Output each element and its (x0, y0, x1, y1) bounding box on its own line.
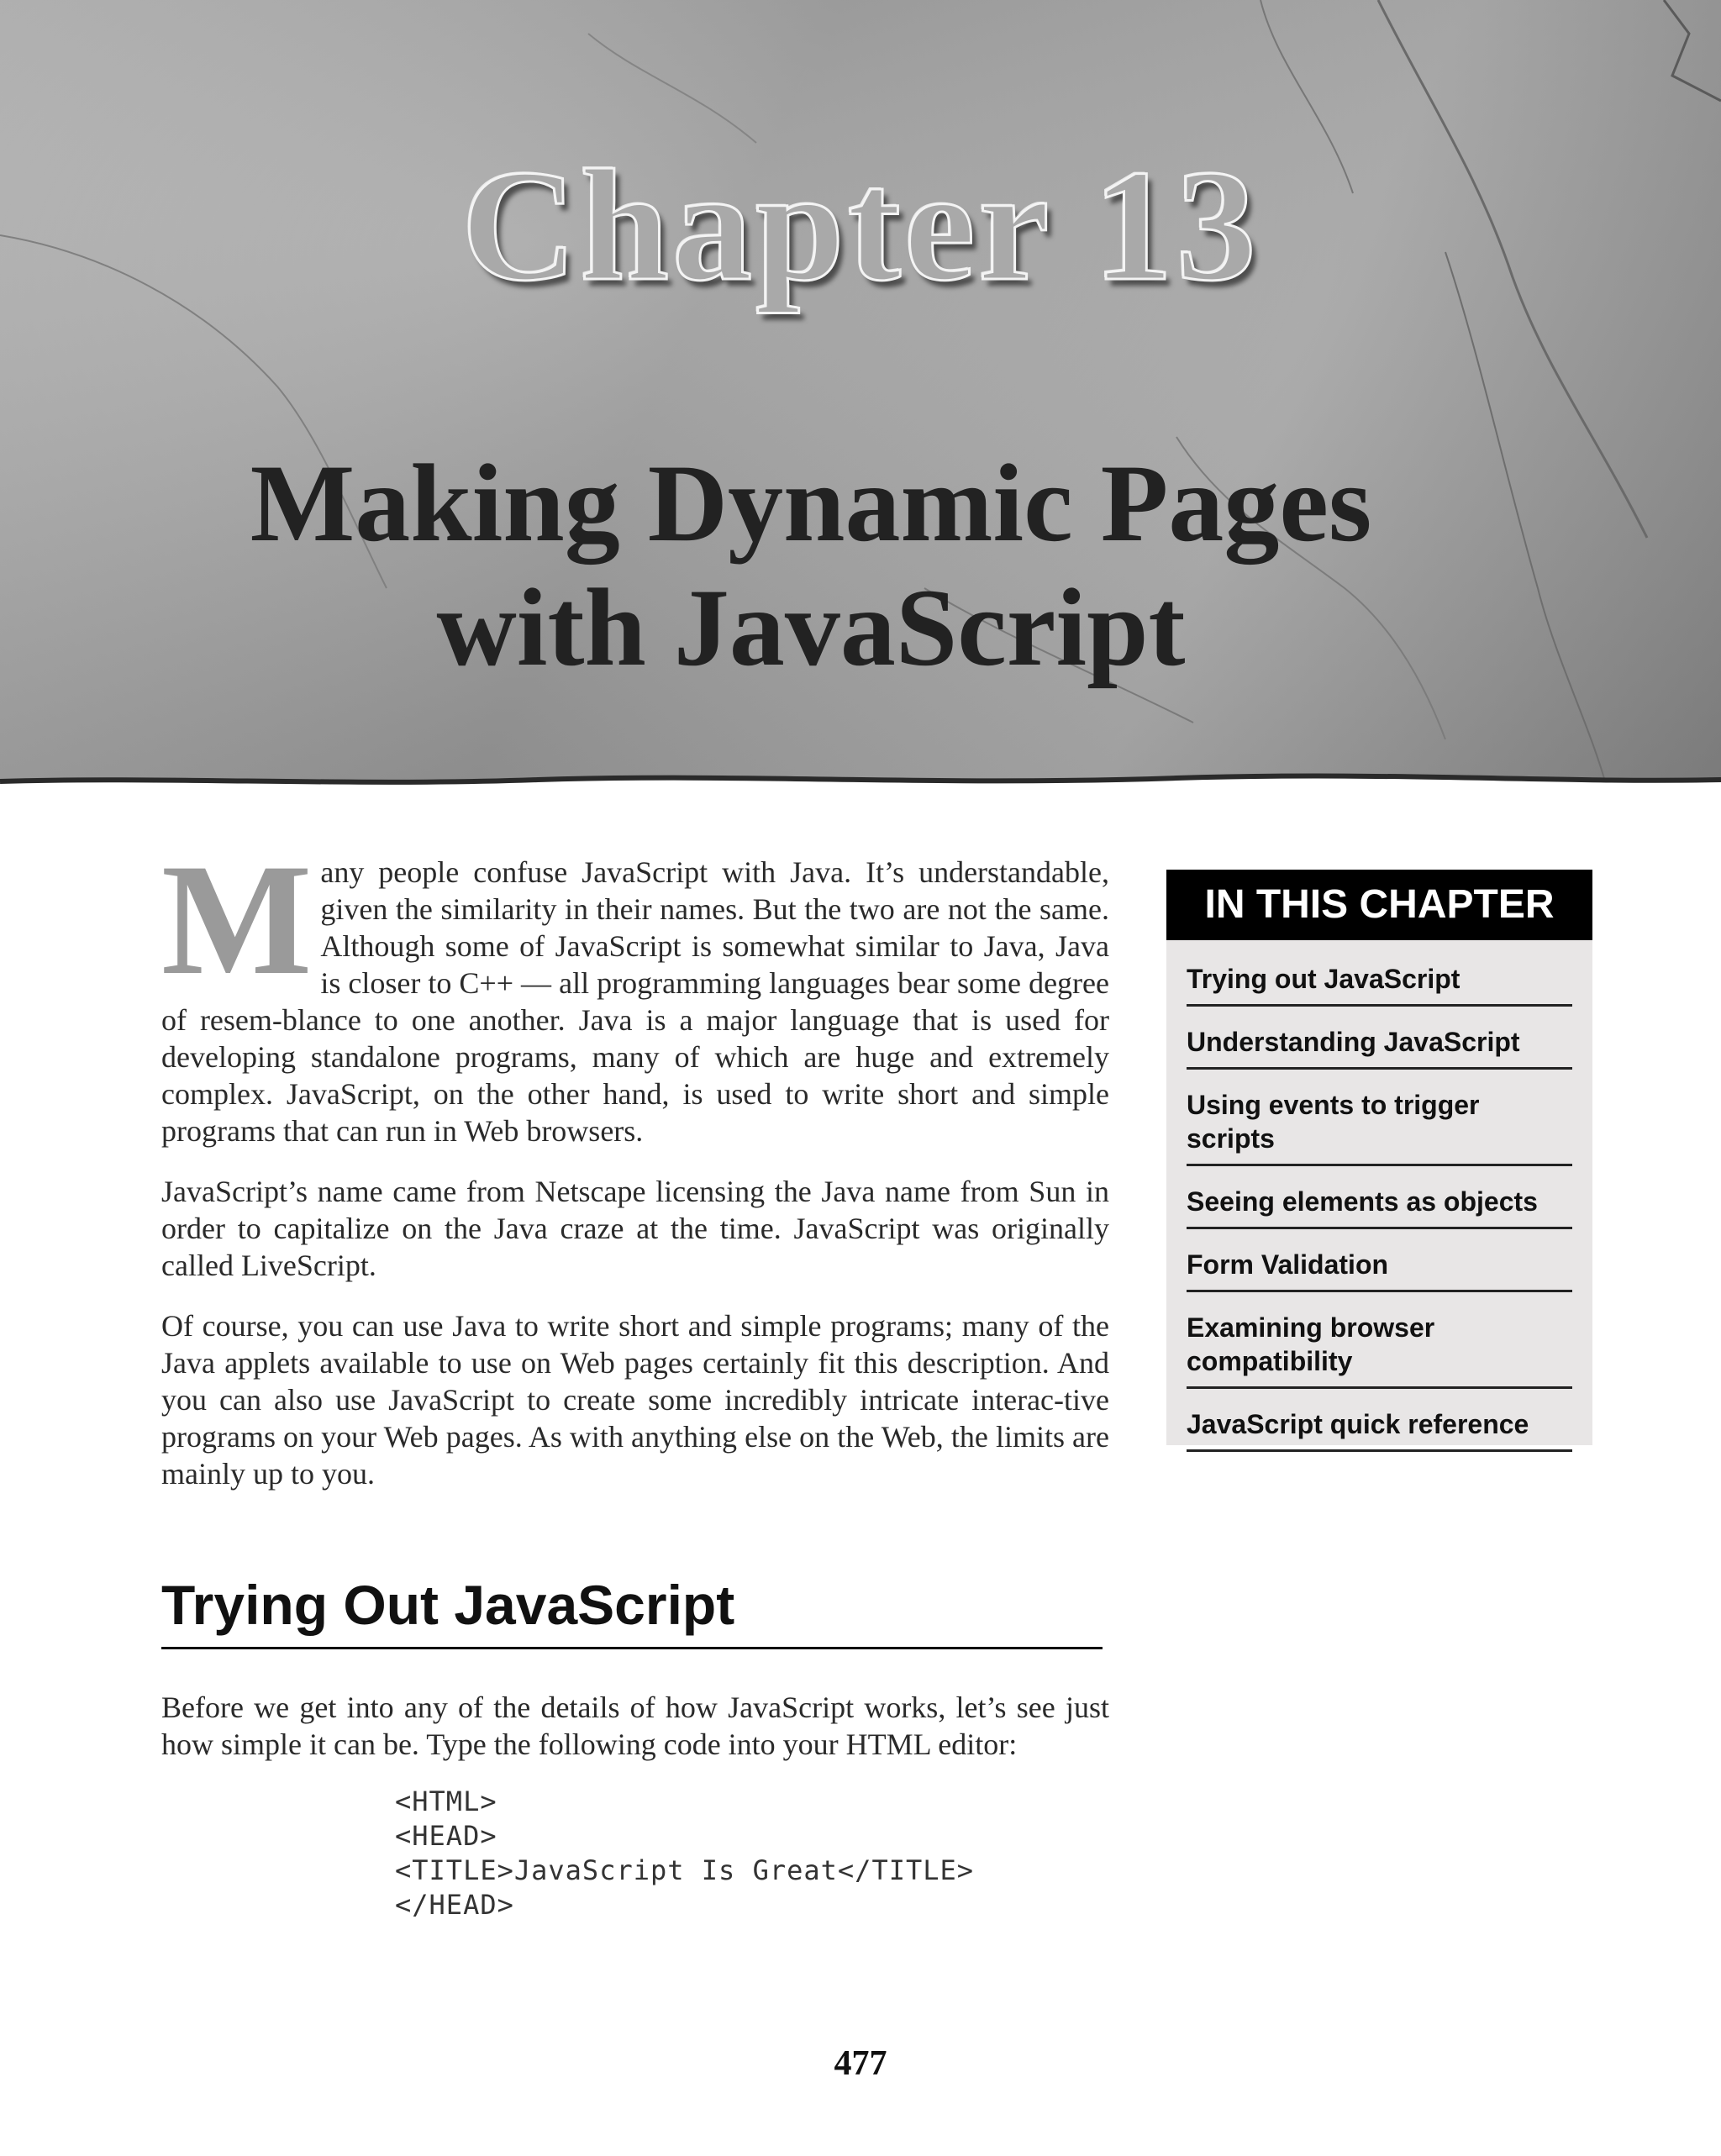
intro-paragraph: JavaScript’s name came from Netscape licensing the Java name from Sun in order to capitalize on the Java craze at the time. JavaScript was originally called LiveScript. (161, 1175, 1109, 1282)
intro-paragraph (161, 832, 1109, 1149)
chapter-title (0, 441, 1622, 690)
sidebar-item: Trying out JavaScript (1187, 955, 1572, 1007)
page-number: 477 (834, 2044, 887, 2083)
sidebar-item: Understanding JavaScript (1187, 1018, 1572, 1070)
sidebar-item: Examining browser compatibility (1187, 1304, 1572, 1389)
section-paragraph: Before we get into any of the details of how JavaScript works, let’s see just how simple it can be. Type the following code into your HTML editor: (161, 1691, 1109, 1761)
chapter-banner (0, 0, 1721, 807)
sidebar-item: Using events to trigger scripts (1187, 1081, 1572, 1166)
chapter-title-line-1: Making Dynamic Pages (250, 441, 1372, 565)
sidebar-item: Seeing elements as objects (1187, 1178, 1572, 1229)
code-line: </HEAD> (395, 1889, 514, 1921)
sidebar-list (1166, 940, 1592, 1452)
sidebar-item: JavaScript quick reference (1187, 1401, 1572, 1452)
chapter-title-line-2: with JavaScript (436, 565, 1186, 689)
sidebar-item: Form Validation (1187, 1241, 1572, 1292)
intro-text (161, 832, 1109, 1516)
code-listing (395, 1785, 974, 1922)
code-line: <HEAD> (395, 1820, 497, 1852)
section-heading: Trying Out JavaScript (161, 1571, 1103, 1649)
code-line: <TITLE>JavaScript Is Great</TITLE> (395, 1854, 975, 1886)
intro-paragraph-text: any people confuse JavaScript with Java. It’s understandable, given the similarity in their names. But the two are not the same. Although some of JavaScript is somewhat similar to Java, Java is closer to C++ — all programming languages bear some degree of resem-blance to one another. Java is a major language that is used for developing standalone programs, many of which are huge and extremely complex. JavaScript, on the other hand, is used to write short and simple programs that can run in Web browsers. (161, 855, 1109, 1148)
in-this-chapter-sidebar (1166, 870, 1592, 1445)
code-line: <HTML> (395, 1785, 497, 1817)
drop-cap: M (161, 832, 313, 1008)
chapter-label: Chapter 13 (461, 138, 1260, 314)
intro-paragraph: Of course, you can use Java to write short and simple programs; many of the Java applets available to use on Web pages certainly fit this description. And you can also use JavaScript to create some incredibly intricate interac-tive programs on your Web pages. As with anything else on the Web, the limits are mainly up to you. (161, 1309, 1109, 1491)
sidebar-heading: IN THIS CHAPTER (1166, 870, 1592, 940)
